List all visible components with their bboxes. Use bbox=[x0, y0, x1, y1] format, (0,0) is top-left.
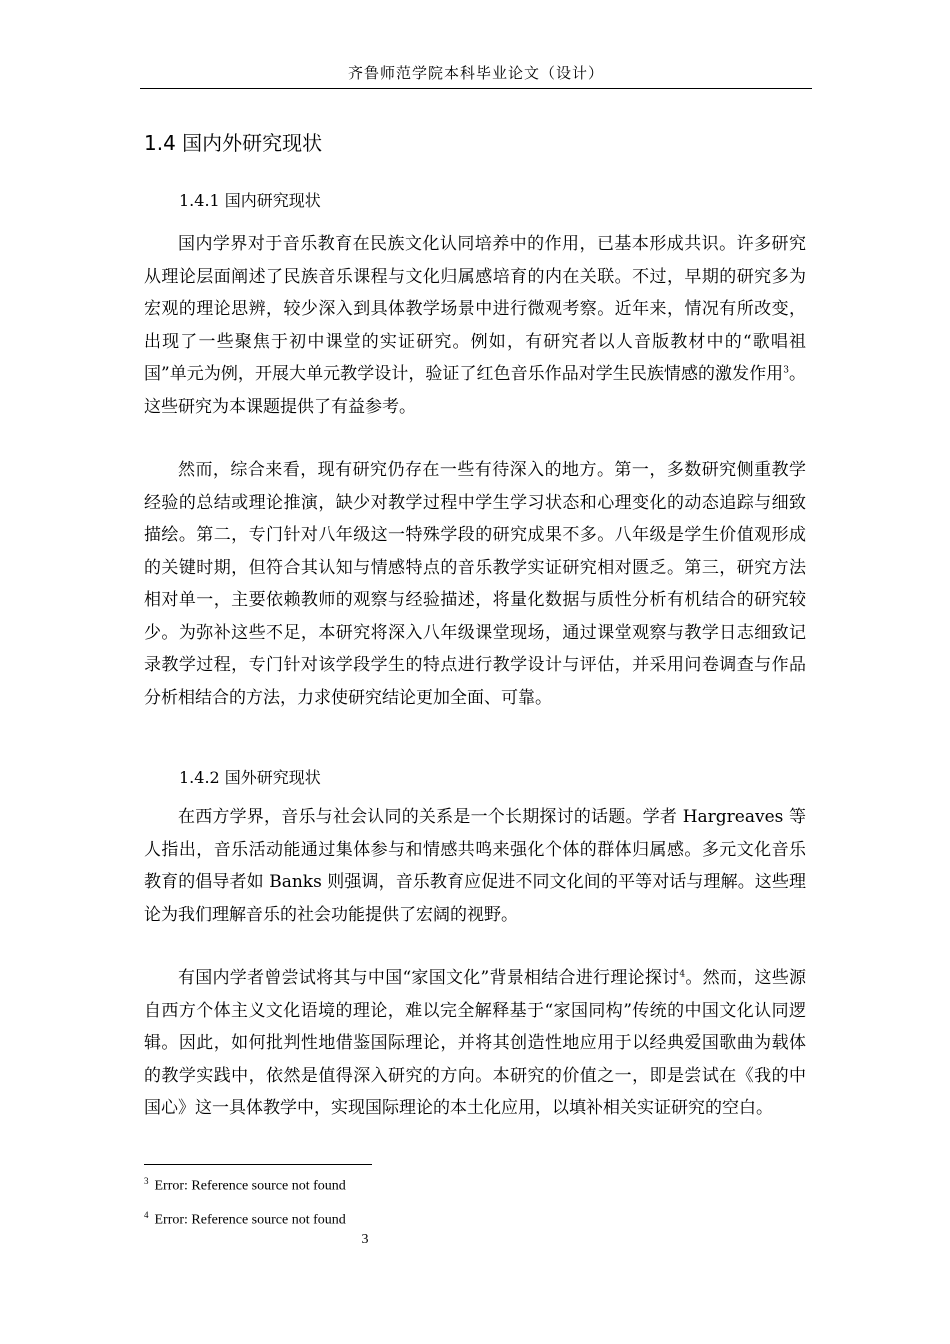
footnote-3: $^3$ Error: Reference source not found bbox=[144, 1176, 346, 1194]
subsection-heading-domestic: 1.4.1 国内研究现状 bbox=[179, 191, 321, 210]
paragraph-foreign-1: 在西方学界，音乐与社会认同的关系是一个长期探讨的话题。学者 Hargreaves 等人指出，音乐活动能通过集体参与和情感共鸣来强化个体的群体归属感。多元文化音乐教育的倡导者如 Banks 则强调，音乐教育应促进不同文化间的平等对话与理解。这些理论为我们理解音乐的社会功能提供了宏阔的视野。 bbox=[144, 807, 806, 925]
section-heading: 1.4 国内外研究现状 bbox=[144, 131, 323, 155]
footnote-divider bbox=[144, 1164, 372, 1165]
page-number: 3 bbox=[361, 1232, 369, 1247]
subsection-heading-foreign: 1.4.2 国外研究现状 bbox=[179, 768, 321, 787]
paragraph-domestic-1: 国内学界对于音乐教育在民族文化认同培养中的作用，已基本形成共识。许多研究从理论层面阐述了民族音乐课程与文化归属感培育的内在关联。不过，早期的研究多为宏观的理论思辨，较少深入到具体教学场景中进行微观考察。近年来，情况有所改变，出现了一些聚焦于初中课堂的实证研究。例如，有研究者以人音版教材中的“歌唱祖国”单元为例，开展大单元教学设计，验证了红色音乐作品对学生民族情感的激发作用$^3$。这些研究为本课题提供了有益参考。 bbox=[144, 234, 806, 417]
footnote-ref-3[interactable]: 3 bbox=[783, 365, 789, 376]
footnote-ref-4[interactable]: 4 bbox=[679, 969, 686, 980]
paragraph-foreign-2: 有国内学者曾尝试将其与中国“家国文化”背景相结合进行理论探讨$^4$。然而，这些源自西方个体主义文化语境的理论，难以完全解释基于“家国同构”传统的中国文化认同逻辑。因此，如何批判性地借鉴国际理论，并将其创造性地应用于以经典爱国歌曲为载体的教学实践中，依然是值得深入研究的方向。本研究的价值之一，即是尝试在《我的中国心》这一具体教学中，实现国际理论的本土化应用，以填补相关实证研究的空白。 bbox=[144, 968, 806, 1118]
paragraph-domestic-2: 然而，综合来看，现有研究仍存在一些有待深入的地方。第一，多数研究侧重教学经验的总结或理论推演，缺少对教学过程中学生学习状态和心理变化的动态追踪与细致描绘。第二，专门针对八年级这一特殊学段的研究成果不多。八年级是学生价值观形成的关键时期，但符合其认知与情感特点的音乐教学实证研究相对匮乏。第三，研究方法相对单一，主要依赖教师的观察与经验描述，将量化数据与质性分析有机结合的研究较少。为弥补这些不足，本研究将深入八年级课堂现场，通过课堂观察与教学日志细致记录教学过程，专门针对该学段学生的特点进行教学设计与评估，并采用问卷调查与作品分析相结合的方法，力求使研究结论更加全面、可靠。 bbox=[144, 460, 806, 708]
page-header: 齐鲁师范学院本科毕业论文（设计） bbox=[347, 64, 604, 82]
header-divider bbox=[140, 88, 812, 89]
footnote-4: $^4$ Error: Reference source not found bbox=[144, 1210, 346, 1228]
